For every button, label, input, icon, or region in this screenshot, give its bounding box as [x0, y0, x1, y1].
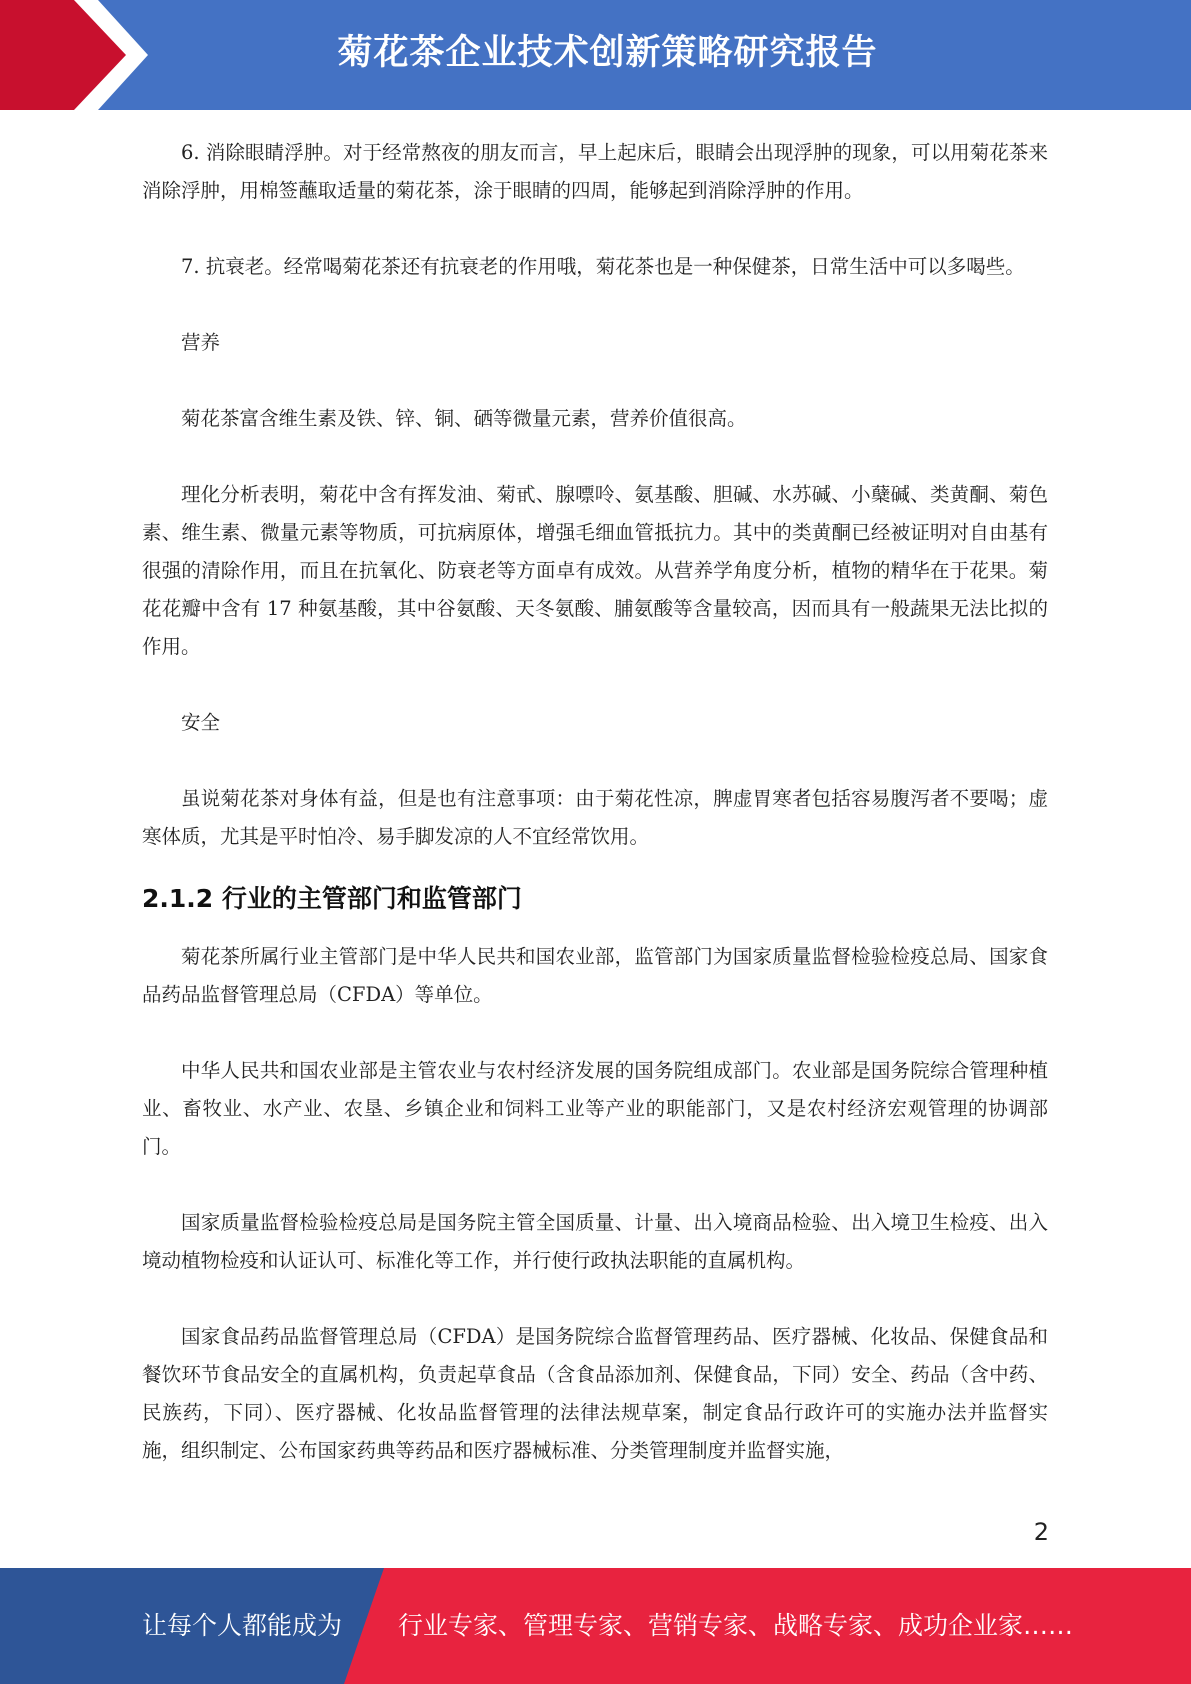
paragraph-authorities: 菊花茶所属行业主管部门是中华人民共和国农业部，监管部门为国家质量监督检验检疫总局、国家食品药品监督管理总局（CFDA）等单位。 — [142, 945, 1048, 1006]
paragraph-ministry-agriculture: 中华人民共和国农业部是主管农业与农村经济发展的国务院组成部门。农业部是国务院综合管理种植业、畜牧业、水产业、农垦、乡镇企业和饲料工业等产业的职能部门，又是农村经济宏观管理的协调部门。 — [142, 1059, 1048, 1158]
paragraph-cfda: 国家食品药品监督管理总局（CFDA）是国务院综合监督管理药品、医疗器械、化妆品、保健食品和餐饮环节食品安全的直属机构，负责起草食品（含食品添加剂、保健食品，下同）安全、药品（含中药、民族药，下同）、医疗器械、化妆品监督管理的法律法规草案，制定食品行政许可的实施办法并监督实施，组织制定、公布国家药典等药品和医疗器械标准、分类管理制度并监督实施， — [142, 1325, 1048, 1462]
document-body — [142, 134, 1048, 1470]
paragraph-chemical-analysis: 理化分析表明，菊花中含有挥发油、菊甙、腺嘌呤、氨基酸、胆碱、水苏碱、小蘖碱、类黄酮、菊色素、维生素、微量元素等物质，可抗病原体，增强毛细血管抵抗力。其中的类黄酮已经被证明对自由基有很强的清除作用，而且在抗氧化、防衰老等方面卓有成效。从营养学角度分析，植物的精华在于花果。菊花花瓣中含有 17 种氨基酸，其中谷氨酸、天冬氨酸、脯氨酸等含量较高，因而具有一般蔬果无法比拟的作用。 — [142, 483, 1048, 658]
page-header — [0, 0, 1191, 110]
section-heading: 2.1.2 行业的主管部门和监管部门 — [142, 884, 522, 913]
page-number: 2 — [1033, 1518, 1049, 1546]
report-title: 菊花茶企业技术创新策略研究报告 — [337, 33, 878, 73]
subheading-safety: 安全 — [181, 711, 221, 734]
footer-slogan-right: 行业专家、管理专家、营销专家、战略专家、成功企业家…… — [398, 1611, 1074, 1640]
paragraph-aqsiq: 国家质量监督检验检疫总局是国务院主管全国质量、计量、出入境商品检验、出入境卫生检疫、出入境动植物检疫和认证认可、标准化等工作，并行使行政执法职能的直属机构。 — [142, 1211, 1048, 1272]
paragraph-safety-notes: 虽说菊花茶对身体有益，但是也有注意事项：由于菊花性凉，脾虚胃寒者包括容易腹泻者不要喝；虚寒体质，尤其是平时怕冷、易手脚发凉的人不宜经常饮用。 — [142, 787, 1048, 848]
page-footer — [0, 1568, 1191, 1684]
subheading-nutrition: 营养 — [181, 331, 221, 354]
paragraph-eye-swelling: 6. 消除眼睛浮肿。对于经常熬夜的朋友而言，早上起床后，眼睛会出现浮肿的现象，可以用菊花茶来消除浮肿，用棉签蘸取适量的菊花茶，涂于眼睛的四周，能够起到消除浮肿的作用。 — [142, 141, 1048, 202]
paragraph-anti-aging: 7. 抗衰老。经常喝菊花茶还有抗衰老的作用哦，菊花茶也是一种保健茶，日常生活中可以多喝些。 — [181, 255, 1025, 278]
footer-slogan-left: 让每个人都能成为 — [142, 1611, 343, 1640]
paragraph-nutrition-summary: 菊花茶富含维生素及铁、锌、铜、硒等微量元素，营养价值很高。 — [181, 407, 747, 430]
